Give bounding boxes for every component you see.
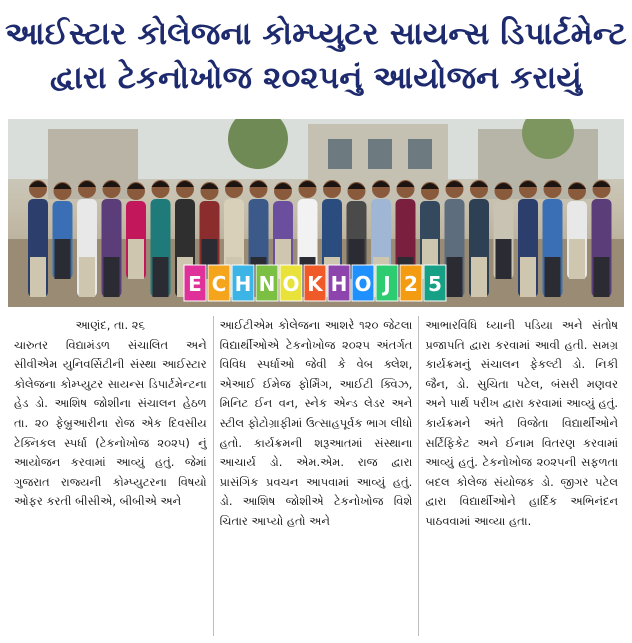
headline-line-2: દ્વારા ટેકનોખોજ ૨૦૨૫નું આયોજન કરાયું xyxy=(50,60,582,96)
person xyxy=(273,182,293,279)
banner-letter xyxy=(304,265,326,301)
person xyxy=(567,182,587,279)
banner-letter-text: 2 xyxy=(404,272,418,296)
technokhoj-banner xyxy=(184,265,446,301)
article-column-3-text: આભારવિધિ ધ્યાની પડિયા અને સંતોષ પ્રજાપતિ દ્વારા કરવામાં આવી હતી. સમગ્ર કાર્યક્રમનું સંચાલન ફેકલ્ટી ડો. નિકી જૈન, ડો. સુચિતા પટેલ, બંસરી મણવર અને પાર્થ પરીખ દ્વારા કરવામાં આવ્યું હતું. કાર્યક્રમને અંતે વિજેતા વિદ્યાર્થીઓને સર્ટિફિકેટ અને ઈનામ વિતરણ કરવામાં આવ્યું હતું. ટેકનોખોજ ૨૦૨૫ની સફળતા બદલ કોલેજ સંયોજક ડો. જીગર પટેલ દ્વારા વિદ્યાર્થીઓને હાર્દિક અભિનંદન પાઠવવામાં આવ્યા હતા. xyxy=(425,318,619,528)
banner-letter xyxy=(208,265,230,301)
banner-letter xyxy=(280,265,302,301)
person xyxy=(200,182,220,279)
article-column-2-text: આઈટીએમ કોલેજના આશરે ૧૨૦ જેટલા વિદ્યાર્થીઓએ ટેકનોખોજ ૨૦૨૫ અંતર્ગત વિવિધ સ્પર્ધાઓ જેવી કે વેબ ક્લેશ, એઆઈ ઈમેજ ફોર્મિંગ, આઈટી ક્વિઝ, મિનિટ ઈન વન, સ્નેક એન્ડ લેડર અને સ્ટીલ ફોટોગ્રાફીમાં ઉત્સાહપૂર્વક ભાગ લીધો હતો. કાર્યક્રમની શરૂઆતમાં સંસ્થાના આચાર્ય ડો. એમ.એમ. રાજ દ્વારા પ્રાસંગિક પ્રવચન આપવામાં આવ્યું હતું. ડો. આશિષ જોશીએ ટેકનોખોજ વિશે ચિતાર આપ્યો હતો અને xyxy=(219,318,413,528)
banner-letter xyxy=(424,265,446,301)
person xyxy=(494,182,514,279)
banner-letter-text: C xyxy=(211,272,227,296)
banner-letter-text: O xyxy=(282,272,300,296)
dateline: આણંદ, તા. ૨૬ xyxy=(75,318,145,332)
banner-letter-text: J xyxy=(383,272,391,296)
banner-letter xyxy=(400,265,422,301)
person xyxy=(420,182,440,279)
banner-letter-text: H xyxy=(234,272,252,296)
banner-letter-text: N xyxy=(258,272,276,296)
banner-letter xyxy=(256,265,278,301)
banner-letter xyxy=(352,265,374,301)
banner-letter xyxy=(232,265,254,301)
person xyxy=(28,180,48,297)
article-column-2 xyxy=(213,316,419,636)
group-photo-illustration xyxy=(8,119,624,307)
article-column-1-text: ચારુતર વિદ્યામંડળ સંચાલિત અને સીવીએમ યુનિવર્સિટીની સંસ્થા આઈસ્ટાર કોલેજના કોમ્પ્યુટર સાયન્સ ડિપાર્ટમેન્ટના હેડ ડો. આશિષ જોશીના સંચાલન હેઠળ તા. ૨૦ ફેબ્રુઆરીના રોજ એક દિવસીય ટેક્નિકલ સ્પર્ધા (ટેકનોખોજ ૨૦૨૫) નું આયોજન કરવામાં આવ્યું હતું. જેમાં ગુજરાત રાજ્યની કોમ્પ્યુટરના વિષયો ઓફર કરતી બીસીએ, બીબીએ અને xyxy=(14,337,207,509)
person xyxy=(126,182,146,279)
article-column-1 xyxy=(8,316,213,636)
banner-letter-text: H xyxy=(330,272,348,296)
banner-letter-text: E xyxy=(188,272,202,296)
banner-letter xyxy=(184,265,206,301)
banner-letter-text: O xyxy=(354,272,372,296)
group-photo xyxy=(8,119,624,307)
person xyxy=(347,182,367,279)
banner-letter xyxy=(328,265,350,301)
article-column-3 xyxy=(418,316,624,636)
headline-line-1: આઈસ્ટાર કોલેજના કોમ્પ્યુટર સાયન્સ ડિપાર્ટમેન્ટ xyxy=(5,16,627,52)
person xyxy=(151,180,171,297)
banner-letter-text: K xyxy=(307,272,323,296)
article-body xyxy=(8,316,624,636)
person xyxy=(53,182,73,279)
headline xyxy=(0,0,632,118)
banner-letter xyxy=(376,265,398,301)
banner-letter-text: 5 xyxy=(428,272,442,296)
